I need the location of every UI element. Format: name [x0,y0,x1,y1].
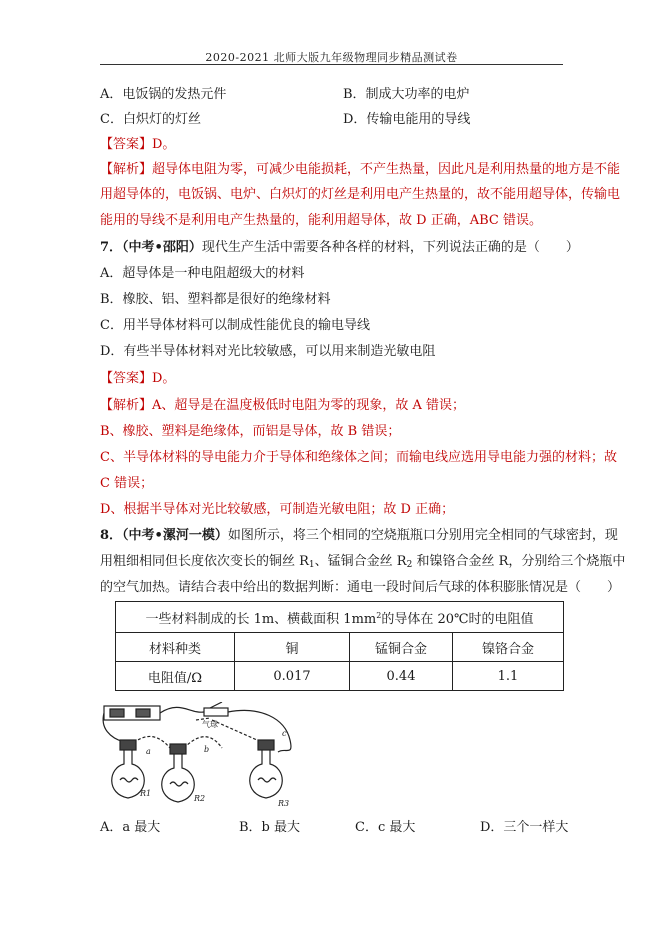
switch-icon [204,708,228,716]
q7-analysis-line: C 错误； [100,476,154,491]
wire-label-b: b [204,745,210,754]
q7-option-c: C．用半导体材料可以制成性能优良的输电导线 [100,318,370,333]
resistor-label-r2: R2 [194,794,206,803]
header-rule [100,64,563,65]
q7-analysis-line: B、橡胶、塑料是绝缘体，而铝是导体，故 B 错误； [100,424,401,439]
q7-number: 7． [100,240,123,255]
q6-option-c: C．白炽灯的灯丝 [100,112,201,127]
table-cell: 1.1 [453,662,564,691]
q8-stem-line: 的空气加热。请结合表中给出的数据判断：通电一段时间后气球的体积膨胀情况是（ ） [100,580,621,595]
q6-option-b: B．制成大功率的电炉 [343,87,470,102]
q8-choice-b: B．b 最大 [239,820,301,835]
q7-analysis-line: D、根据半导体对光比较敏感，可制造光敏电阻；故 D 正确； [100,502,455,517]
q7-source: （中考•邵阳） [122,240,202,255]
table-cell: 0.017 [235,662,350,691]
coil-r1 [120,778,138,782]
q8-choice-a: A．a 最大 [100,820,161,835]
table-row [116,662,564,691]
q6-analysis-line: 用超导体的，电饭锅、电炉、白炽灯的灯丝是利用电产生热量的，故不能用超导体，传输电 [100,187,621,202]
table-caption-row [116,602,564,633]
table-header-cell: 材料种类 [116,633,235,662]
caption-superscript: 2 [376,610,382,620]
q8-number: 8． [100,528,123,543]
q6-analysis-line: 能用的导线不是利用电产生热量的，能利用超导体，故 D 正确，ABC 错误。 [100,213,542,228]
r1-subscript: 1 [308,560,315,570]
q8-stem-text: 和镍铬合金丝 R，分别给三个烧瓶中 [412,554,626,569]
table-header-cell: 锰铜合金 [350,633,453,662]
table-caption-text: 的导体在 20℃时的电阻值 [381,611,534,627]
table-caption-text: 一些材料制成的长 1m、横截面积 1mm [145,611,377,627]
wire-label-a: a [146,747,151,756]
balloon-label: 气球 [202,720,218,729]
q6-analysis-line: 【解析】超导体电阻为零，可减少电能损耗，不产生热量，因此凡是利用热量的地方是不能 [100,162,621,177]
q8-stem-text: 、锰铜合金丝 R [314,554,407,569]
q7-option-a: A．超导体是一种电阻超级大的材料 [100,266,305,281]
q8-choice-d: D．三个一样大 [480,820,569,835]
q7-option-b: B．橡胶、铝、塑料都是很好的绝缘材料 [100,292,331,307]
wire-label-c: c [282,729,287,738]
q7-option-d: D．有些半导体材料对光比较敏感，可以用来制造光敏电阻 [100,344,436,359]
q6-option-a: A．电饭锅的发热元件 [100,87,227,102]
flask-r2 [162,744,195,802]
q7-answer: 【答案】D。 [100,371,176,386]
table-header-cell: 铜 [235,633,350,662]
q6-option-d: D．传输电能用的导线 [343,112,471,127]
q7-stem-text: 现代生产生活中需要各种各样的材料，下列说法正确的是（ ） [201,240,579,255]
q8-choice-c: C．c 最大 [355,820,416,835]
q7-analysis-line: 【解析】A、超导是在温度极低时电阻为零的现象，故 A 错误； [100,398,466,413]
table-caption [116,602,564,633]
resistor-label-r1: R1 [140,789,152,798]
q8-stem-text: 用粗细相同但长度依次变长的铜丝 R [100,554,309,569]
table-header-cell: 镍铬合金 [453,633,564,662]
page-header: 2020-2021 北师大版九年级物理同步精品测试卷 [205,51,458,64]
table-cell: 电阻值/Ω [116,662,235,691]
resistance-table [115,601,564,691]
q7-analysis-line: C、半导体材料的导电能力介于导体和绝缘体之间；而输电线应选用导电能力强的材料；故 [100,450,617,465]
q8-stem-line [100,554,625,573]
q8-stem-text: 如图所示，将三个相同的空烧瓶瓶口分别用完全相同的气球密封，现 [227,528,618,543]
circuit-figure [100,702,300,810]
q7-stem [100,240,579,256]
r2-subscript: 2 [406,560,413,570]
table-header-row [116,633,564,662]
flask-r3 [250,740,283,798]
q8-source: （中考•漯河一模） [122,528,228,543]
coil-r3 [258,778,276,782]
resistor-label-r3: R3 [278,799,290,808]
q8-stem-line [100,528,618,544]
table-cell: 0.44 [350,662,453,691]
coil-r2 [170,782,188,786]
q6-answer: 【答案】D。 [100,137,176,152]
